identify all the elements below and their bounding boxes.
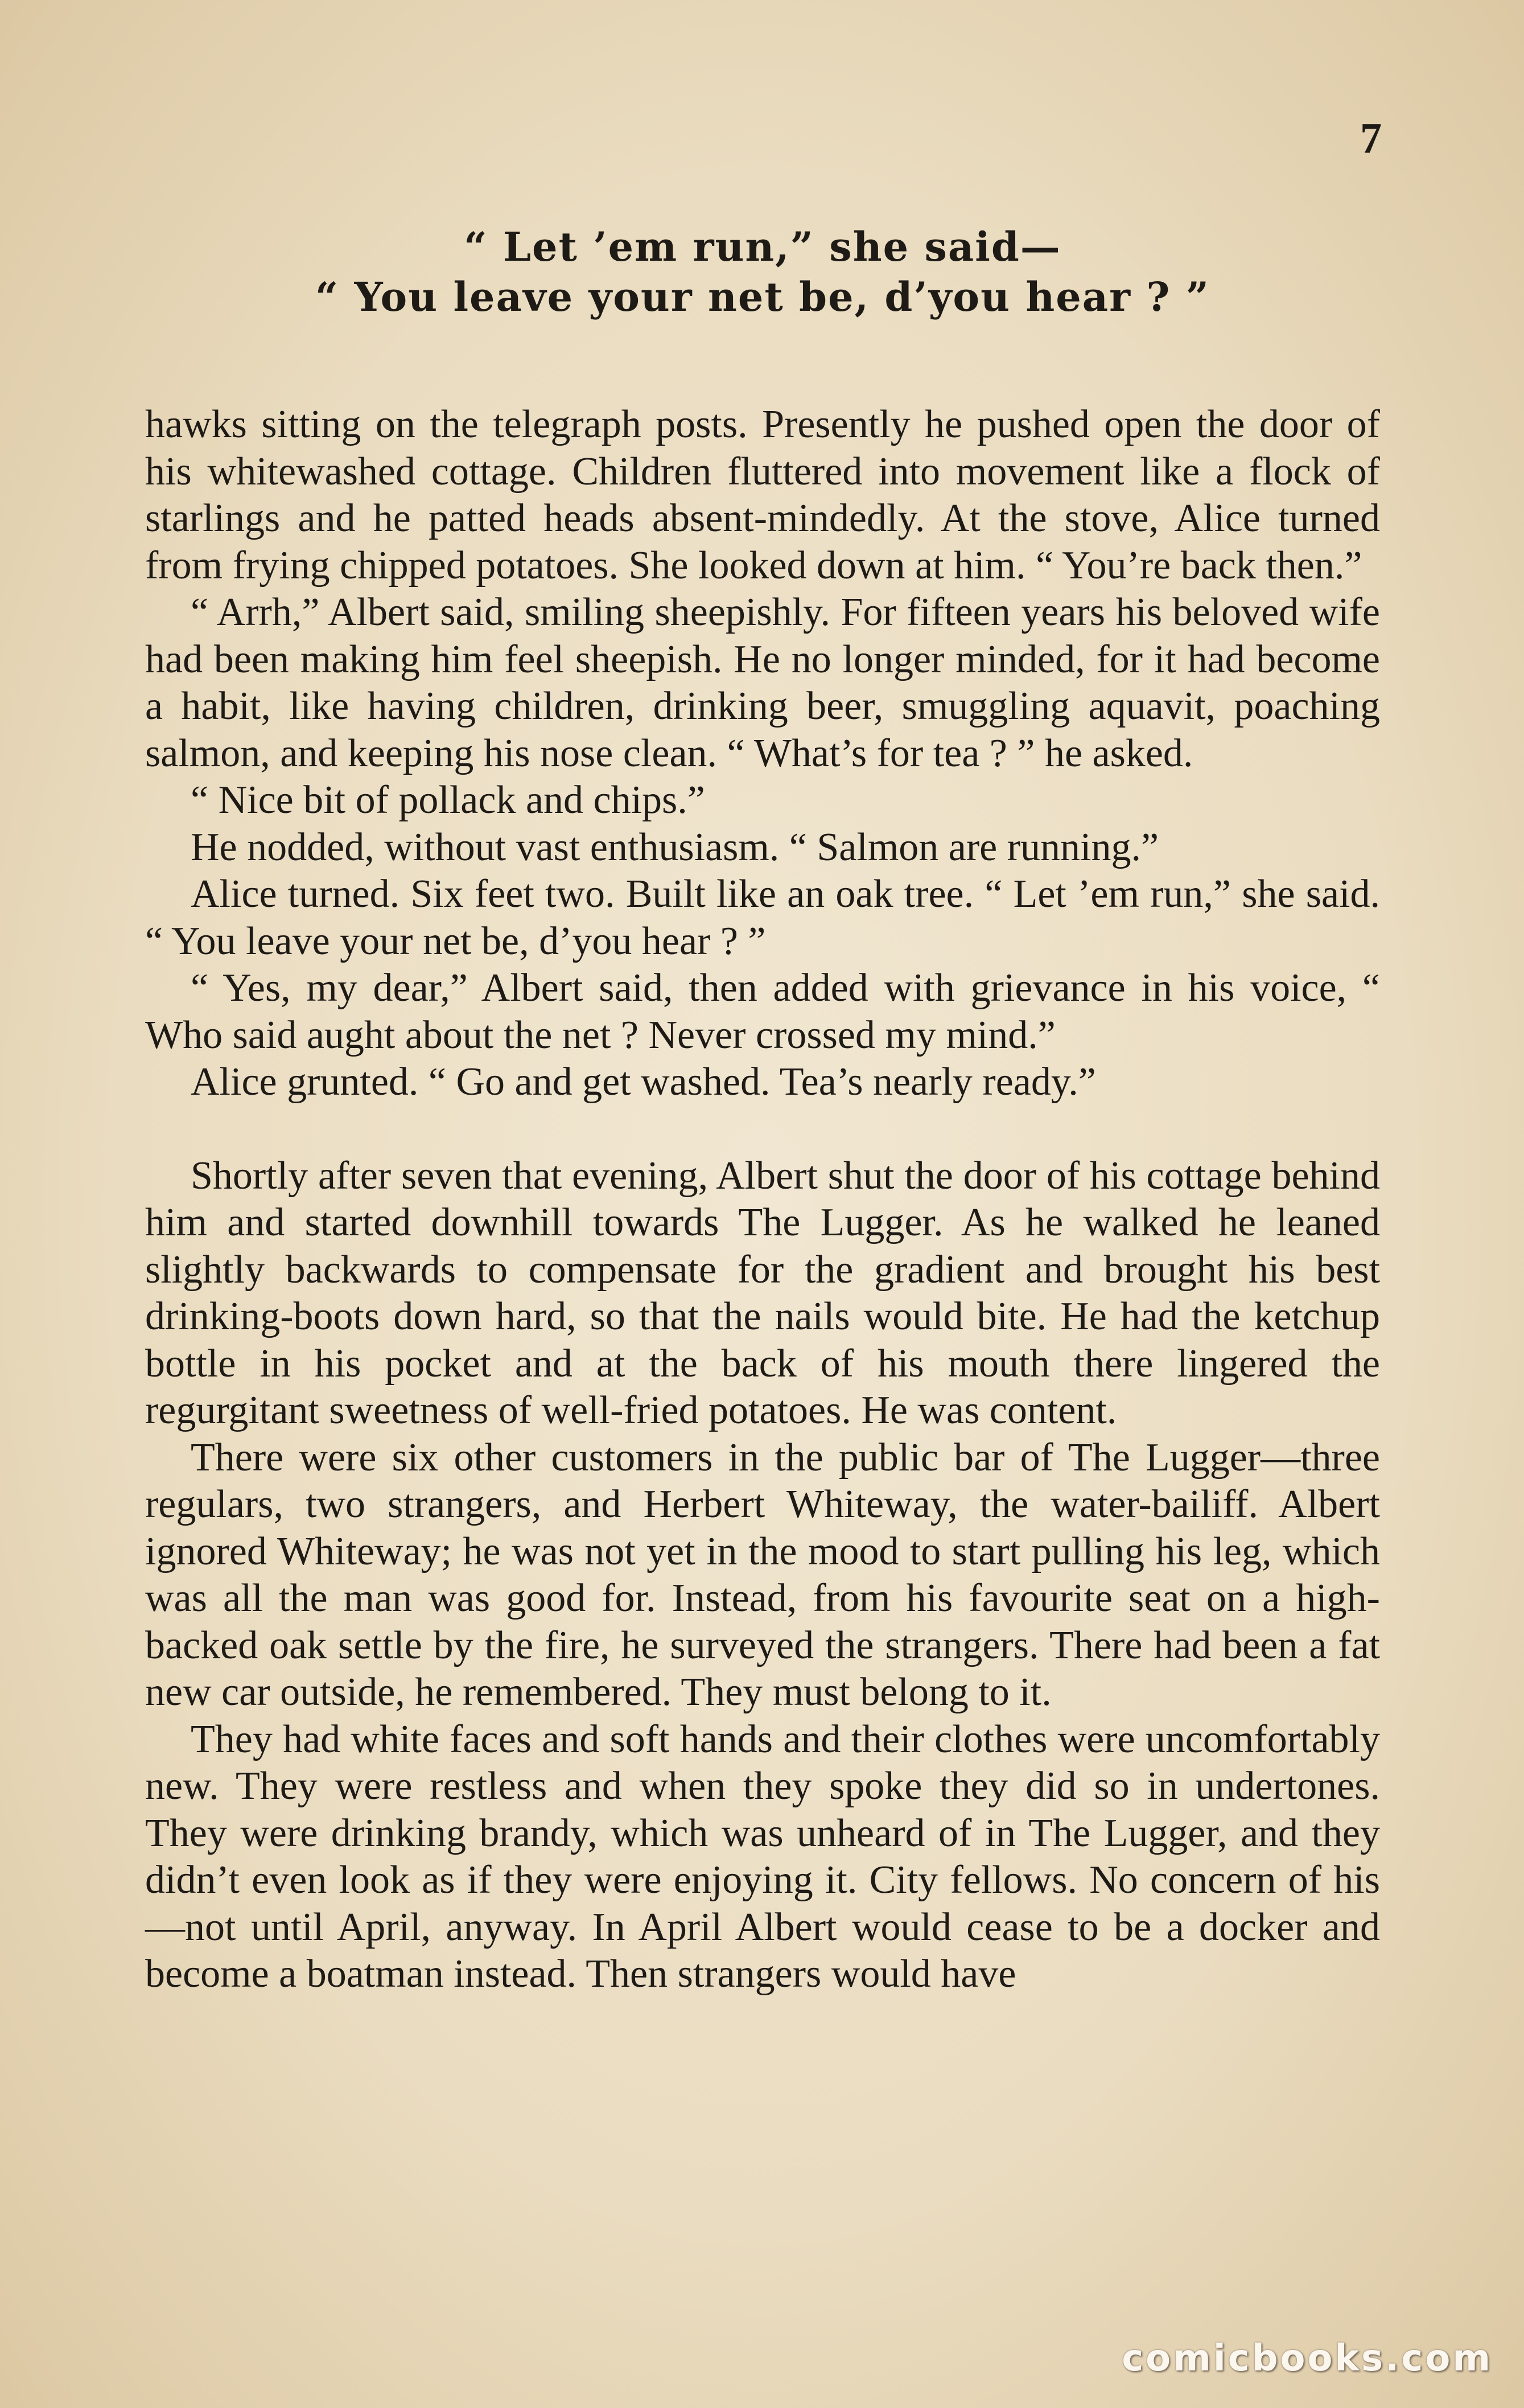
paragraph: “ Yes, my dear,” Albert said, then added with grievance in his voice, “ Who said aught about the net ? Never crossed my mind.” (145, 966, 1380, 1057)
paragraph: They had white faces and soft hands and their clothes were uncomfortably new. They were restless and when they spoke they did so in undertones. They were drinking brandy, which was unheard of in The Lugger, and they didn’t even look as if they were enjoying it. City fellows. No concern of his—not until April, anyway. In April Albert would cease to be a docker and become a boatman instead. Then strangers would have (145, 1717, 1380, 1996)
story-text (145, 401, 1380, 1998)
page-number: 7 (1360, 114, 1382, 162)
illustration-caption (171, 222, 1354, 322)
section-break (145, 1106, 1380, 1153)
paragraph: “ Arrh,” Albert said, smiling sheepishly. For fifteen years his beloved wife had been making him feel sheepish. He no longer minded, for it had become a habit, like having children, drinking beer, smuggling aquavit, poaching salmon, and keeping his nose clean. “ What’s for tea ? ” he asked. (145, 590, 1380, 775)
caption-line-2: “ You leave your net be, d’you hear ? ” (315, 273, 1210, 320)
paragraph: Shortly after seven that evening, Albert shut the door of his cottage behind him and started downhill towards The Lugger. As he walked he leaned slightly backwards to compensate for the gradient and brought his best drinking-boots down hard, so that the nails would bite. He had the ketchup bottle in his pocket and at the back of his mouth there lingered the regurgitant sweetness of well-fried potatoes. He was content. (145, 1153, 1380, 1432)
site-watermark: comicbooks.com (1122, 2337, 1493, 2380)
paragraph: He nodded, without vast enthusiasm. “ Salmon are running.” (191, 825, 1159, 869)
caption-line-1: “ Let ’em run,” she said— (464, 223, 1061, 270)
paragraph: There were six other customers in the public bar of The Lugger—three regulars, two strangers, and Herbert Whiteway, the water-bailiff. Albert ignored Whiteway; he was not yet in the mood to start pulling his leg, which was all the man was good for. Instead, from his favourite seat on a high-backed oak settle by the fire, he surveyed the strangers. There had been a fat new car outside, he remembered. They must belong to it. (145, 1435, 1380, 1714)
paragraph: Alice grunted. “ Go and get washed. Tea’s nearly ready.” (191, 1060, 1096, 1104)
paragraph: hawks sitting on the telegraph posts. Presently he pushed open the door of his whitewashed cottage. Children fluttered into movement like a flock of starlings and he patted heads absent-mindedly. At the stove, Alice turned from frying chipped potatoes. She looked down at him. “ You’re back then.” (145, 402, 1380, 587)
paragraph: “ Nice bit of pollack and chips.” (191, 778, 705, 822)
paragraph: Alice turned. Six feet two. Built like an oak tree. “ Let ’em run,” she said. “ You leave your net be, d’you hear ? ” (145, 872, 1380, 963)
